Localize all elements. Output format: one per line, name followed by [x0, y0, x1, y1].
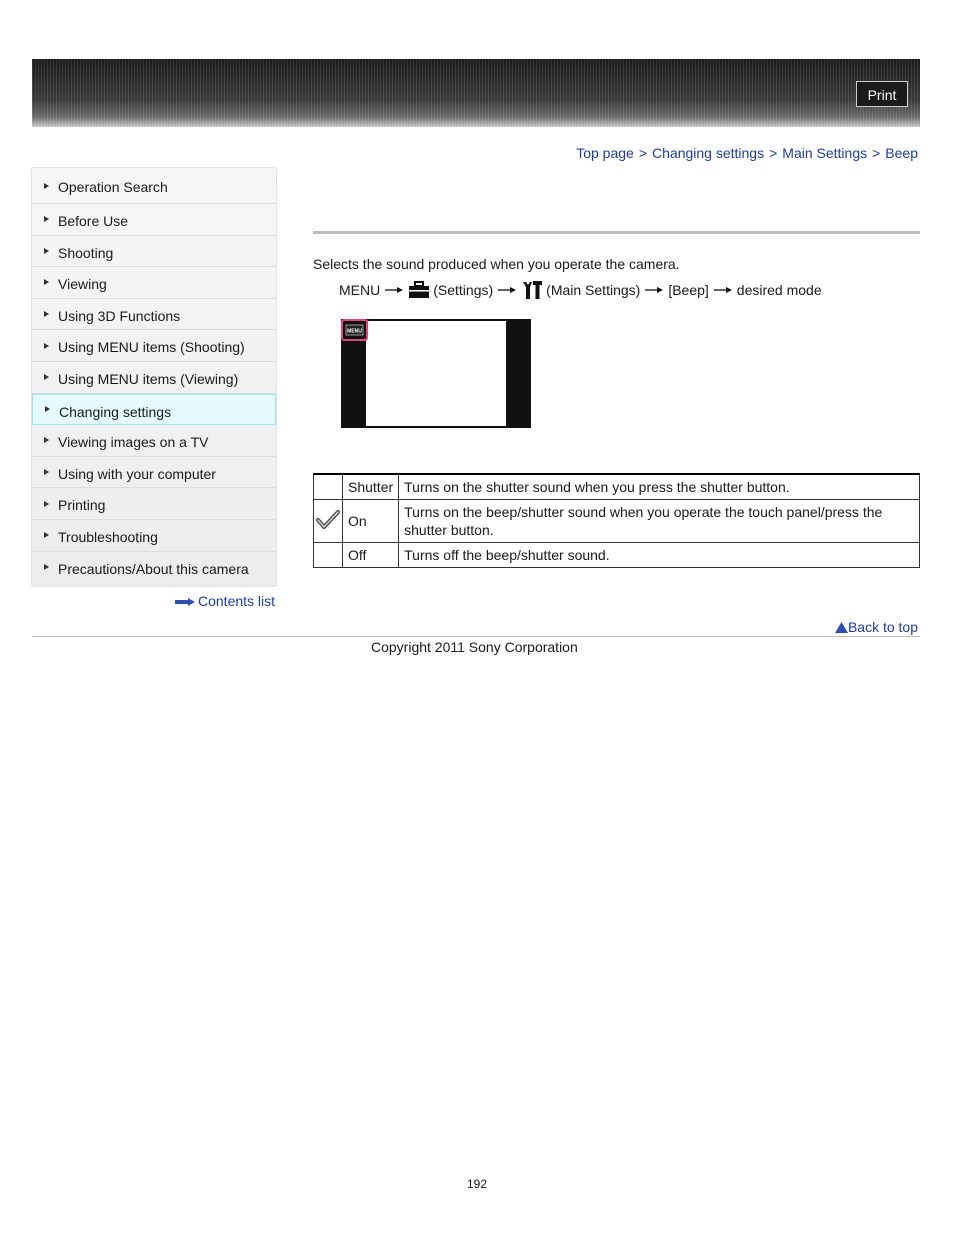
beep-modes-table	[313, 473, 920, 568]
desired-mode-label: desired mode	[736, 282, 822, 298]
sidebar-item-shooting[interactable]	[32, 236, 276, 268]
sidebar-item-3d-functions[interactable]	[32, 299, 276, 331]
sidebar-item-operation-search[interactable]	[32, 168, 276, 204]
sidebar-item-label: Before Use	[58, 213, 129, 229]
menu-path	[339, 280, 822, 300]
triangle-up-icon	[835, 622, 848, 633]
header-bar	[32, 59, 920, 127]
page-number: 192	[466, 1177, 488, 1191]
triangle-right-icon	[44, 374, 49, 380]
sidebar-item-label: Operation Search	[58, 179, 168, 195]
sidebar-item-before-use[interactable]	[32, 204, 276, 236]
triangle-right-icon	[44, 183, 49, 189]
arrow-right-icon	[385, 286, 403, 294]
menu-badge-text: MENU	[347, 328, 362, 335]
sidebar-item-label: Changing settings	[59, 403, 172, 420]
sidebar-item-label: Viewing images on a TV	[58, 434, 209, 451]
mode-name-cell: Off	[343, 543, 399, 568]
mode-name-cell: On	[343, 500, 399, 543]
breadcrumb-changing-settings[interactable]: Changing settings	[652, 145, 765, 161]
contents-list-link[interactable]	[175, 593, 275, 609]
contents-list-label: Contents list	[198, 593, 276, 609]
sidebar-item-label: Troubleshooting	[58, 528, 158, 545]
sidebar-item-printing[interactable]	[32, 488, 276, 520]
breadcrumb	[576, 145, 918, 161]
triangle-right-icon	[44, 279, 49, 285]
triangle-right-icon	[45, 406, 50, 412]
triangle-right-icon	[44, 343, 49, 349]
sidebar-item-changing-settings[interactable]	[32, 394, 276, 426]
sidebar-item-label: Using MENU items (Shooting)	[58, 339, 245, 356]
title-divider	[313, 231, 920, 234]
sidebar-item-troubleshooting[interactable]	[32, 520, 276, 552]
table-row	[314, 500, 920, 543]
arrow-right-icon	[714, 286, 732, 294]
table-row	[314, 543, 920, 568]
settings-label: (Settings)	[433, 282, 494, 298]
triangle-right-icon	[44, 216, 49, 222]
triangle-right-icon	[44, 564, 49, 570]
footer-divider	[32, 636, 920, 637]
camera-screen-illustration	[341, 319, 531, 428]
triangle-right-icon	[44, 469, 49, 475]
back-to-top-label: Back to top	[847, 619, 918, 635]
breadcrumb-main-settings[interactable]: Main Settings	[782, 145, 868, 161]
sidebar-item-label: Shooting	[58, 244, 114, 261]
sidebar-item-viewing-tv[interactable]	[32, 425, 276, 457]
sidebar-item-label: Printing	[58, 497, 106, 514]
toolbox-settings-icon	[408, 281, 430, 299]
sidebar-item-label: Viewing	[58, 276, 107, 293]
sidebar-nav	[31, 167, 277, 587]
mode-description-cell: Turns on the beep/shutter sound when you operate the touch panel/press the shutter button.	[399, 500, 920, 543]
arrow-right-icon	[645, 286, 663, 294]
sidebar-item-menu-shooting[interactable]	[32, 330, 276, 362]
breadcrumb-separator: >	[872, 145, 881, 161]
sidebar-item-precautions[interactable]	[32, 552, 276, 584]
menu-label: MENU	[339, 282, 381, 298]
sidebar-item-menu-viewing[interactable]	[32, 362, 276, 394]
breadcrumb-separator: >	[638, 145, 648, 161]
sidebar-item-label: Using with your computer	[58, 465, 216, 482]
intro-text: Selects the sound produced when you operate the camera.	[313, 256, 680, 272]
sidebar-item-label: Using 3D Functions	[58, 307, 181, 324]
triangle-right-icon	[44, 501, 49, 507]
print-button[interactable]: Print	[856, 81, 908, 107]
sidebar-item-label: Using MENU items (Viewing)	[58, 370, 239, 387]
breadcrumb-top-page[interactable]: Top page	[576, 145, 634, 161]
copyright-text: Copyright 2011 Sony Corporation	[371, 639, 578, 655]
default-marker-cell	[314, 474, 343, 500]
default-marker-cell	[314, 543, 343, 568]
breadcrumb-beep[interactable]: Beep	[885, 145, 918, 161]
breadcrumb-separator: >	[769, 145, 778, 161]
sidebar-item-label: Precautions/About this camera	[58, 560, 249, 577]
mode-name-cell: Shutter	[343, 474, 399, 500]
wrench-main-settings-icon	[521, 280, 543, 300]
beep-label: [Beep]	[668, 282, 709, 298]
mode-description-cell: Turns on the shutter sound when you press the shutter button.	[399, 474, 920, 500]
triangle-right-icon	[44, 248, 49, 254]
triangle-right-icon	[44, 532, 49, 538]
triangle-right-icon	[44, 311, 49, 317]
mode-description-cell: Turns off the beep/shutter sound.	[399, 543, 920, 568]
default-marker-cell	[314, 500, 343, 543]
main-settings-label: (Main Settings)	[546, 282, 641, 298]
checkmark-icon	[316, 510, 340, 530]
back-to-top-link[interactable]	[835, 619, 918, 635]
arrow-right-icon	[175, 598, 195, 606]
sidebar-item-computer[interactable]	[32, 457, 276, 489]
arrow-right-icon	[498, 286, 516, 294]
table-row	[314, 474, 920, 500]
sidebar-item-viewing[interactable]	[32, 267, 276, 299]
triangle-right-icon	[44, 437, 49, 443]
